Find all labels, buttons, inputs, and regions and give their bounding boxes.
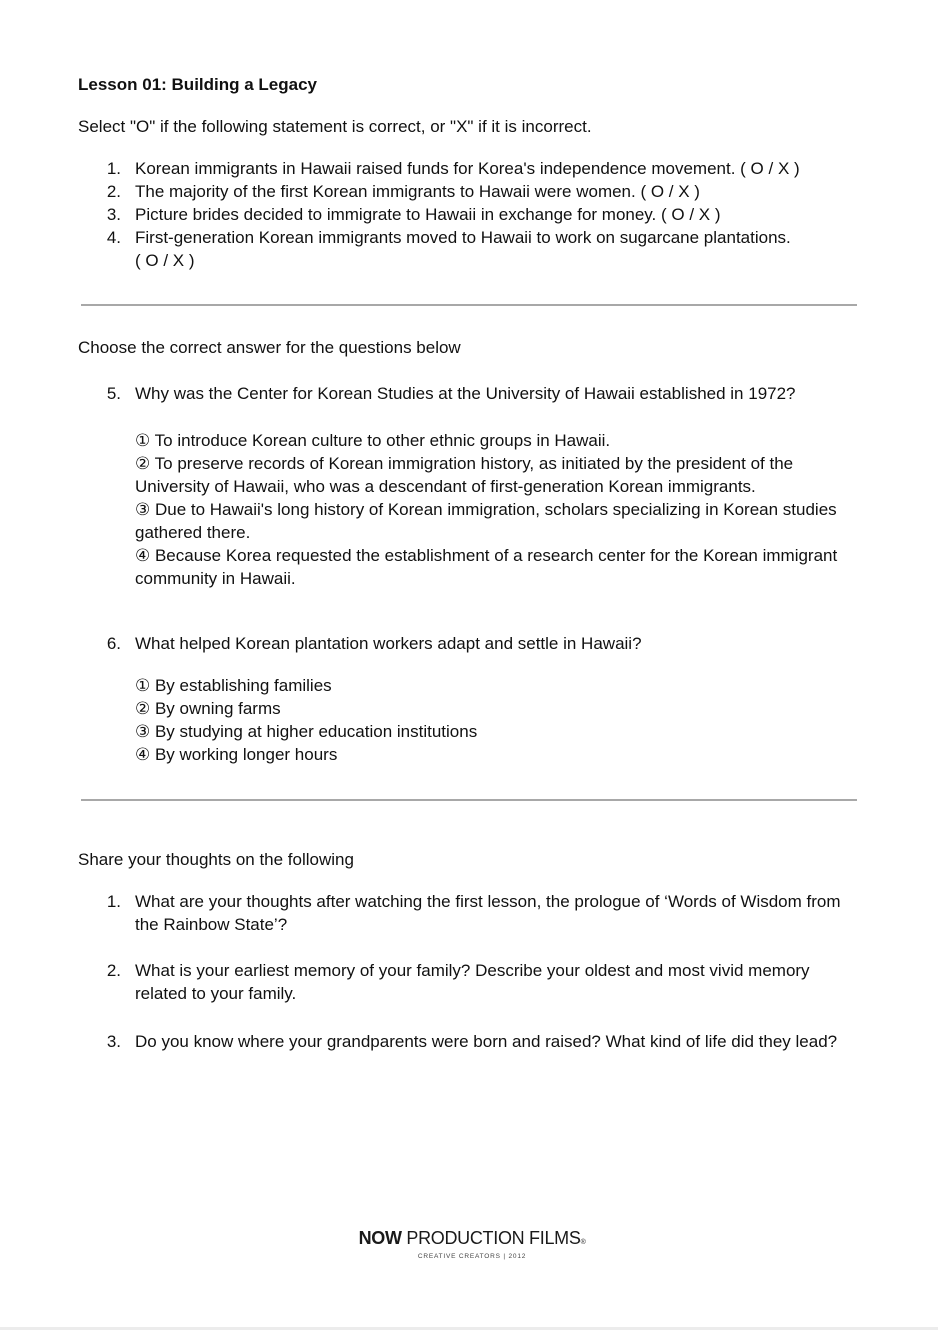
item-number: 2. bbox=[106, 182, 121, 201]
section1-instruction: Select "O" if the following statement is correct, or "X" if it is incorrect. bbox=[78, 117, 592, 136]
option-2: ② To preserve records of Korean immigration history, as initiated by the president of the bbox=[135, 454, 794, 473]
item-text: What are your thoughts after watching the first lesson, the prologue of ‘Words of Wisdom from bbox=[135, 892, 841, 911]
item-number: 2. bbox=[106, 961, 121, 980]
item-text: Korean immigrants in Hawaii raised funds for Korea's independence movement. ( O / X ) bbox=[135, 159, 800, 178]
item-text: What is your earliest memory of your family? Describe your oldest and most vivid memory bbox=[135, 961, 810, 980]
option-3: ③ Due to Hawaii's long history of Korean immigration, scholars specializing in Korean studies bbox=[135, 500, 837, 519]
logo-text: PRODUCTION FILMS bbox=[401, 1228, 581, 1248]
section3-instruction: Share your thoughts on the following bbox=[78, 850, 354, 869]
registered-mark-icon: ® bbox=[580, 1239, 586, 1246]
question-text: Why was the Center for Korean Studies at the University of Hawaii established in 1972? bbox=[135, 384, 796, 403]
logo-bold-text: NOW bbox=[358, 1228, 402, 1248]
section-divider bbox=[81, 304, 857, 306]
item-text: Do you know where your grandparents were born and raised? What kind of life did they lead? bbox=[135, 1032, 838, 1051]
option-4: ④ Because Korea requested the establishment of a research center for the Korean immigrant bbox=[135, 546, 838, 565]
item-text-continued: ( O / X ) bbox=[135, 251, 195, 270]
section-divider bbox=[81, 799, 857, 801]
item-number: 1. bbox=[106, 159, 121, 178]
item-number: 3. bbox=[106, 205, 121, 224]
option-2: ② By owning farms bbox=[135, 699, 281, 718]
option-4-continued: community in Hawaii. bbox=[135, 569, 296, 588]
logo-wordmark bbox=[357, 1228, 587, 1253]
item-number: 1. bbox=[106, 892, 121, 911]
option-1: ① To introduce Korean culture to other ethnic groups in Hawaii. bbox=[135, 431, 611, 450]
item-text: Picture brides decided to immigrate to Hawaii in exchange for money. ( O / X ) bbox=[135, 205, 721, 224]
section2-instruction: Choose the correct answer for the questions below bbox=[78, 338, 461, 357]
question-number: 6. bbox=[106, 634, 121, 653]
option-3: ③ By studying at higher education institutions bbox=[135, 722, 478, 741]
option-4: ④ By working longer hours bbox=[135, 745, 338, 764]
item-number: 3. bbox=[106, 1032, 121, 1051]
company-logo bbox=[357, 1228, 587, 1261]
item-text: The majority of the first Korean immigrants to Hawaii were women. ( O / X ) bbox=[135, 182, 700, 201]
item-number: 4. bbox=[106, 228, 121, 247]
option-2-continued: University of Hawaii, who was a descendant of first-generation Korean immigrants. bbox=[135, 477, 756, 496]
option-1: ① By establishing families bbox=[135, 676, 332, 695]
item-text: First-generation Korean immigrants moved to Hawaii to work on sugarcane plantations. bbox=[135, 228, 791, 247]
item-text-continued: the Rainbow State’? bbox=[135, 915, 288, 934]
question-number: 5. bbox=[106, 384, 121, 403]
item-text-continued: related to your family. bbox=[135, 984, 297, 1003]
question-text: What helped Korean plantation workers adapt and settle in Hawaii? bbox=[135, 634, 642, 653]
option-3-continued: gathered there. bbox=[135, 523, 251, 542]
logo-tagline: CREATIVE CREATORS | 2012 bbox=[417, 1253, 527, 1260]
page-title: Lesson 01: Building a Legacy bbox=[78, 75, 318, 94]
